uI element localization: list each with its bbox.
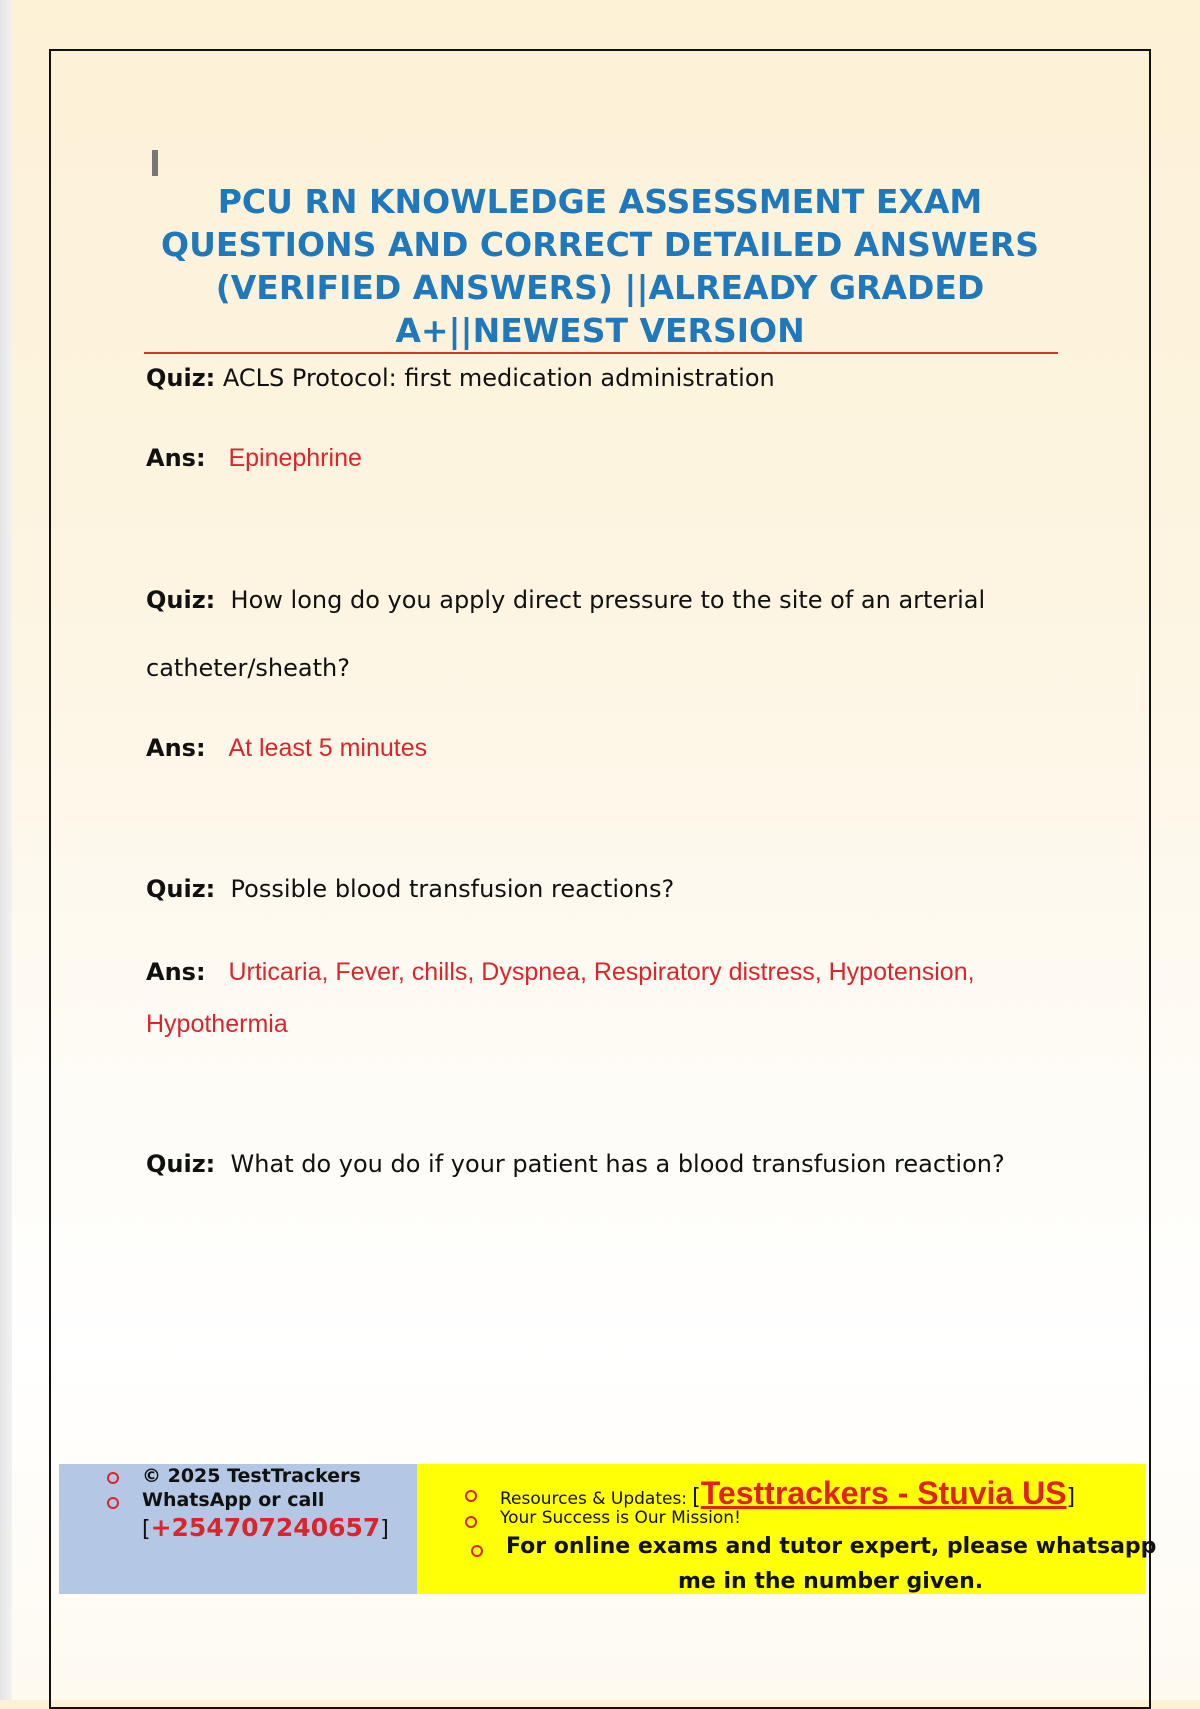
quiz-2-continued: catheter/sheath?: [146, 654, 350, 682]
answer-label: Ans:: [146, 958, 206, 986]
page-shadow: [0, 0, 12, 1700]
quiz-label: Quiz:: [146, 1150, 216, 1178]
quiz-2: [146, 586, 985, 614]
bullet-icon: [107, 1472, 119, 1484]
bullet-icon: [465, 1490, 477, 1502]
bracket-close: ]: [380, 1517, 389, 1542]
resources-line: [500, 1475, 1075, 1512]
quiz-1: [146, 364, 775, 392]
answer-label: Ans:: [146, 444, 206, 472]
quiz-question: How long do you apply direct pressure to the site of an arterial: [230, 586, 986, 614]
resources-label: Resources & Updates:: [500, 1489, 688, 1509]
text-cursor-mark: [152, 150, 158, 176]
quiz-label: Quiz:: [146, 875, 216, 903]
bullet-icon: [465, 1516, 477, 1528]
whatsapp-label: WhatsApp or call: [142, 1489, 325, 1511]
answer-label: Ans:: [146, 734, 206, 762]
stuvia-link[interactable]: Testtrackers - Stuvia US: [700, 1475, 1067, 1511]
bullet-icon: [107, 1497, 119, 1509]
answer-3: [146, 958, 975, 987]
quiz-question: Possible blood transfusion reactions?: [230, 875, 675, 903]
title-underline: [144, 352, 1058, 354]
document-title: PCU RN KNOWLEDGE ASSESSMENT EXAM QUESTIONS AND CORRECT DETAILED ANSWERS (VERIFIED ANSWERS) ||ALREADY GRADED A+||NEWEST VERSION: [161, 182, 1039, 350]
answer-text: At least 5 minutes: [228, 734, 428, 762]
answer-1: [146, 444, 362, 473]
quiz-4: [146, 1150, 1005, 1178]
bracket-open: [: [692, 1485, 701, 1510]
answer-2: [146, 734, 427, 763]
phone-line: [142, 1513, 389, 1542]
quiz-3: [146, 875, 674, 903]
quiz-question: ACLS Protocol: first medication administration: [222, 364, 775, 392]
answer-3-continued: Hypothermia: [146, 1010, 288, 1038]
mission-text: Your Success is Our Mission!: [500, 1508, 741, 1528]
answer-text: Epinephrine: [228, 444, 362, 472]
promo-line-2: me in the number given.: [678, 1569, 984, 1594]
answer-text: Urticaria, Fever, chills, Dyspnea, Respiratory distress, Hypotension,: [228, 958, 975, 986]
phone-number[interactable]: +254707240657: [150, 1513, 381, 1542]
bullet-icon: [471, 1545, 483, 1557]
quiz-question: What do you do if your patient has a blood transfusion reaction?: [230, 1150, 1005, 1178]
quiz-label: Quiz:: [146, 586, 216, 614]
promo-line-1: For online exams and tutor expert, please whatsapp: [506, 1534, 1157, 1559]
quiz-label: Quiz:: [146, 364, 216, 392]
bracket-close: ]: [1066, 1485, 1076, 1510]
copyright-text: © 2025 TestTrackers: [142, 1465, 361, 1487]
bracket-open: [: [142, 1517, 151, 1542]
